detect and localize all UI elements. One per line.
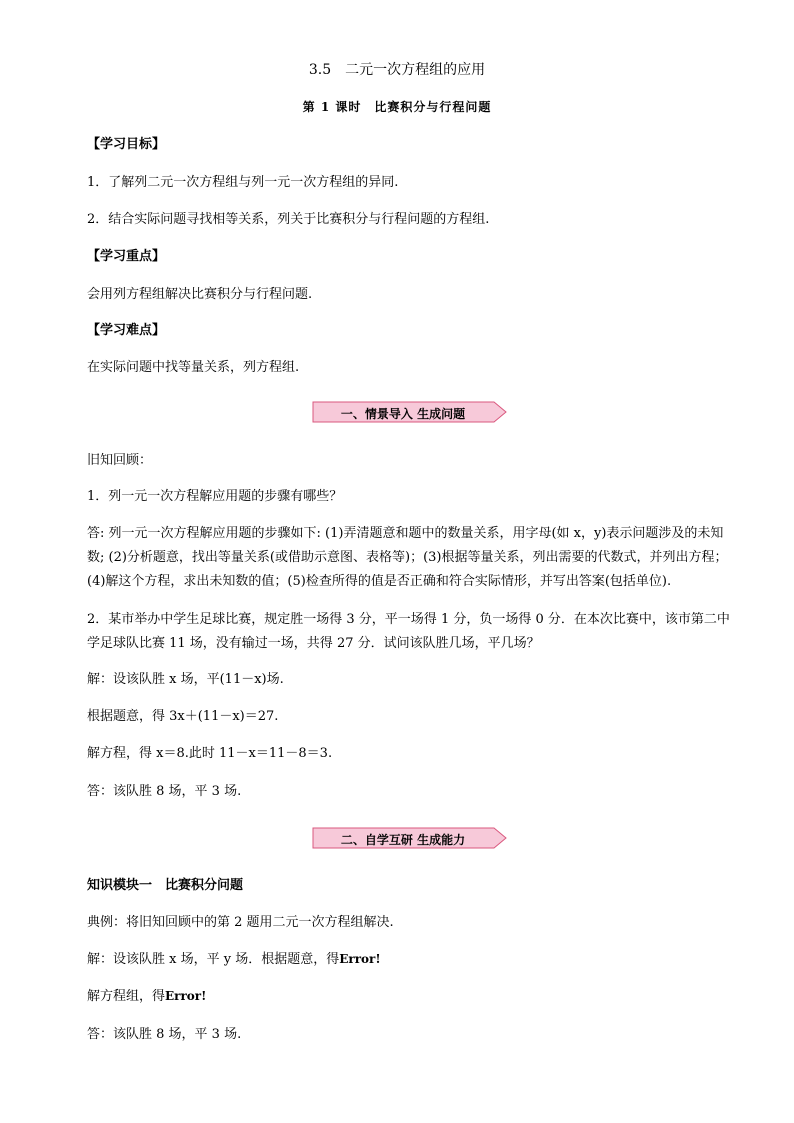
solution-text: 解方程组，得: [87, 989, 166, 1004]
objective-item: 1．了解列二元一次方程组与列一元一次方程组的异同.: [87, 175, 399, 190]
key-points-heading: 【学习重点】: [87, 249, 166, 264]
section-banner: [312, 401, 508, 423]
objectives-heading: 【学习目标】: [87, 137, 166, 152]
review-label: 旧知回顾：: [87, 453, 153, 468]
section-banner: [312, 827, 508, 849]
section-banner-label: 一、情景导入 生成问题: [340, 407, 466, 421]
solution-answer: 答：该队胜 8 场，平 3 场.: [87, 784, 242, 799]
solution-line: 解方程，得 x＝8.此时 11－x＝11－8＝3.: [87, 746, 333, 761]
review-question: 2．某市举办中学生足球比赛，规定胜一场得 3 分，平一场得 1 分，负一场得 0 分．在本次比赛中，该市第二中学足球队比赛 11 场，没有输过一场，共得 27 分．试问该队胜几场，平几场？: [87, 612, 730, 651]
objective-item: 2．结合实际问题寻找相等关系，列关于比赛积分与行程问题的方程组.: [87, 212, 490, 227]
solution-line: 根据题意，得 3x＋(11－x)＝27.: [87, 709, 279, 724]
example-answer: 答：该队胜 8 场，平 3 场.: [87, 1027, 242, 1042]
difficulties-heading: 【学习难点】: [87, 323, 166, 338]
knowledge-module-title: 知识模块一 比赛积分问题: [87, 878, 244, 893]
lesson-subtitle: 第 1 课时 比赛积分与行程问题: [302, 100, 492, 114]
example-solution-line: [87, 953, 381, 966]
difficulties-text: 在实际问题中找等量关系，列方程组.: [87, 360, 300, 375]
review-question: 1．列一元一次方程解应用题的步骤有哪些？: [87, 489, 343, 504]
section-banner-label: 二、自学互研 生成能力: [340, 833, 466, 847]
equation-error-placeholder: Error!: [165, 989, 207, 1003]
example-text: 典例：将旧知回顾中的第 2 题用二元一次方程组解决.: [87, 915, 394, 930]
solution-line: 解：设该队胜 x 场，平(11－x)场.: [87, 672, 284, 687]
example-solution-line: [87, 990, 206, 1003]
review-answer: 答: 列一元一次方程解应用题的步骤如下: (1)弄清题意和题中的数量关系，用字母(如 x，y)表示问题涉及的未知数; (2)分析题意，找出等量关系(或借助示意图、表格等)；(3)根据等量关系，列出需要的代数式，并列出方程；(4)解这个方程，求出未知数的值；(5)检查所得的值是否正确和符合实际情形，并写出答案(包括单位).: [87, 526, 728, 589]
equation-error-placeholder: Error!: [339, 952, 381, 966]
key-points-text: 会用列方程组解决比赛积分与行程问题.: [87, 287, 313, 302]
solution-text: 解：设该队胜 x 场，平 y 场．根据题意，得: [87, 952, 340, 967]
page-title: 3.5 二元一次方程组的应用: [308, 62, 486, 78]
